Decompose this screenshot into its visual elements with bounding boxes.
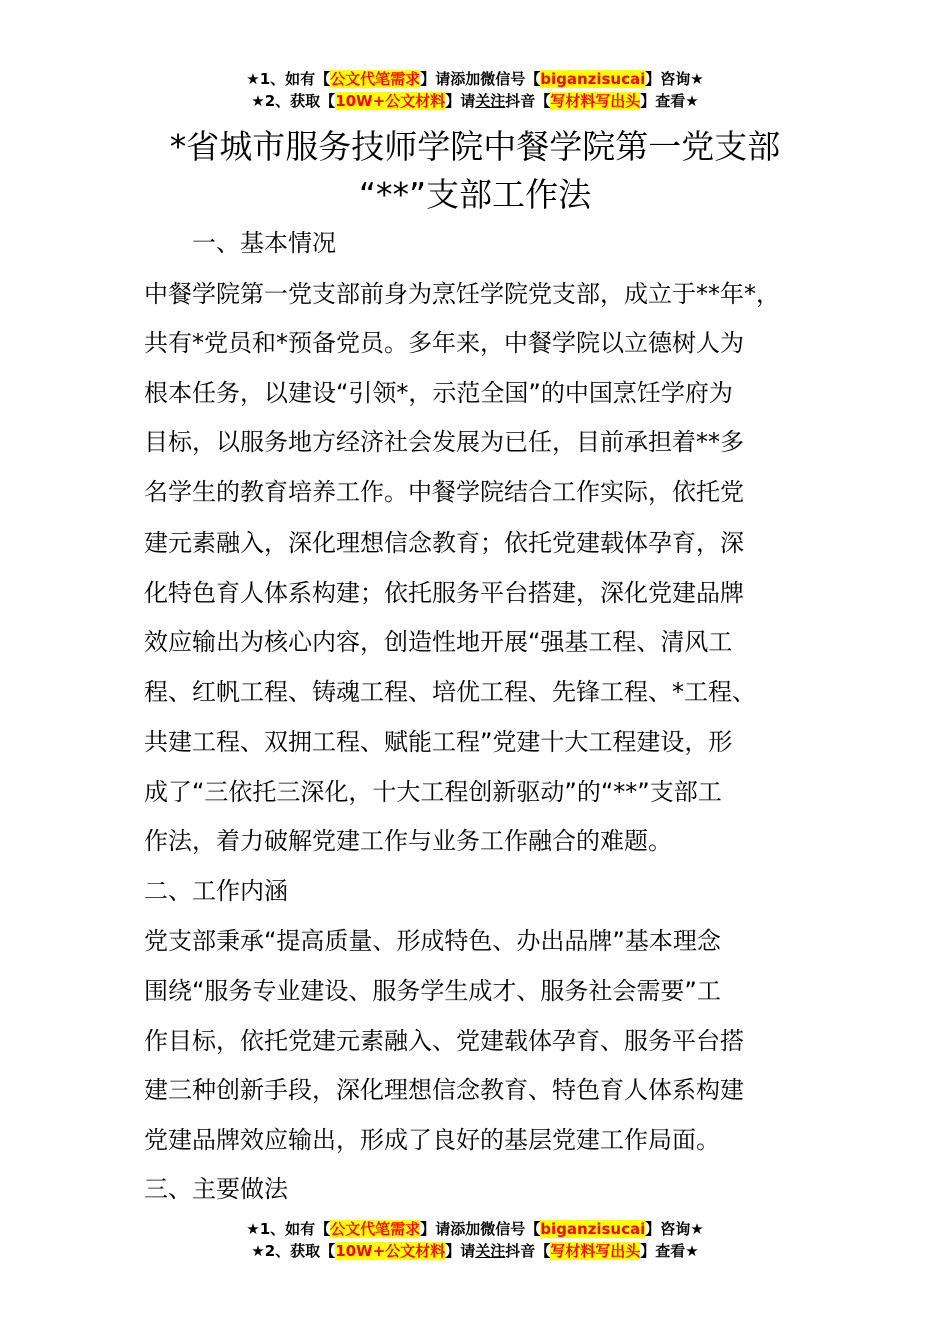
section-heading-basic-info: 一、基本情况 [192, 229, 336, 257]
promo-highlight: 写材料写出头 [550, 92, 641, 110]
paragraph-line: 程、红帆工程、铸魂工程、培优工程、先锋工程、*工程、 [144, 678, 756, 706]
promo-highlight: 公文代笔需求 [330, 1220, 421, 1238]
promo-highlight: 写材料写出头 [550, 1242, 641, 1260]
paragraph-line: 根本任务，以建设“引领*，示范全国”的中国烹饪学府为 [144, 379, 733, 407]
paragraph-line: 围绕“服务专业建设、服务学生成才、服务社会需要”工 [144, 977, 721, 1005]
paragraph-line: 党支部秉承“提高质量、形成特色、办出品牌”基本理念 [144, 927, 721, 955]
paragraph-line: 目标，以服务地方经济社会发展为已任，目前承担着**多 [144, 428, 744, 456]
promo-underline: 关注 [475, 1242, 506, 1260]
promo-text: 抖音【 [505, 92, 551, 110]
paragraph-line: 成了“三依托三深化，十大工程创新驱动”的“**”支部工 [144, 778, 722, 806]
promo-line-2 [0, 90, 950, 112]
promo-line-1 [0, 68, 950, 90]
promo-wechat-id: biganzisucai [540, 1220, 646, 1238]
promo-text: 】查看★ [640, 92, 699, 110]
document-title-line-2: “**”支部工作法 [358, 175, 592, 214]
paragraph-line: 名学生的教育培养工作。中餐学院结合工作实际，依托党 [144, 478, 744, 506]
paragraph-line: 建三种创新手段，深化理想信念教育、特色育人体系构建 [144, 1076, 744, 1104]
promo-text: 】请 [445, 1242, 476, 1260]
paragraph-line: 党建品牌效应输出，形成了良好的基层党建工作局面。 [144, 1126, 720, 1154]
promo-highlight: 10W+公文材料 [335, 1242, 446, 1260]
paragraph-line: 效应输出为核心内容，创造性地开展“强基工程、清风工 [144, 628, 733, 656]
promo-wechat-id: biganzisucai [540, 70, 646, 88]
promo-highlight: 公文代笔需求 [330, 70, 421, 88]
section-heading-main-practices: 三、主要做法 [144, 1175, 288, 1203]
promo-text: ★1、如有【 [246, 1220, 331, 1238]
paragraph-line: 建元素融入，深化理想信念教育；依托党建载体孕育，深 [144, 529, 744, 557]
promo-line-2 [0, 1240, 950, 1262]
promo-text: 】查看★ [640, 1242, 699, 1260]
paragraph-line: 共有*党员和*预备党员。多年来，中餐学院以立德树人为 [144, 329, 744, 357]
paragraph-line: 共建工程、双拥工程、赋能工程”党建十大工程建设，形 [144, 728, 733, 756]
promo-text: 】咨询★ [645, 1220, 704, 1238]
footer-promo-banner [0, 1218, 950, 1262]
promo-text: 】请添加微信号【 [420, 1220, 541, 1238]
header-promo-banner [0, 68, 950, 112]
promo-highlight: 10W+公文材料 [335, 92, 446, 110]
paragraph-line: 作目标，依托党建元素融入、党建载体孕育、服务平台搭 [144, 1027, 744, 1055]
promo-text: 】请 [445, 92, 476, 110]
paragraph-line: 作法，着力破解党建工作与业务工作融合的难题。 [144, 827, 672, 855]
document-title-line-1: *省城市服务技师学院中餐学院第一党支部 [169, 127, 781, 166]
promo-text: ★2、获取【 [251, 92, 336, 110]
promo-underline: 关注 [475, 92, 506, 110]
promo-text: 】请添加微信号【 [420, 70, 541, 88]
promo-text: ★2、获取【 [251, 1242, 336, 1260]
promo-text: 抖音【 [505, 1242, 551, 1260]
promo-line-1 [0, 1218, 950, 1240]
paragraph-line: 化特色育人体系构建；依托服务平台搭建，深化党建品牌 [144, 579, 744, 607]
promo-text: 】咨询★ [645, 70, 704, 88]
section-heading-work-connotation: 二、工作内涵 [144, 877, 288, 905]
paragraph-line: 中餐学院第一党支部前身为烹饪学院党支部，成立于**年*， [144, 280, 780, 308]
promo-text: ★1、如有【 [246, 70, 331, 88]
